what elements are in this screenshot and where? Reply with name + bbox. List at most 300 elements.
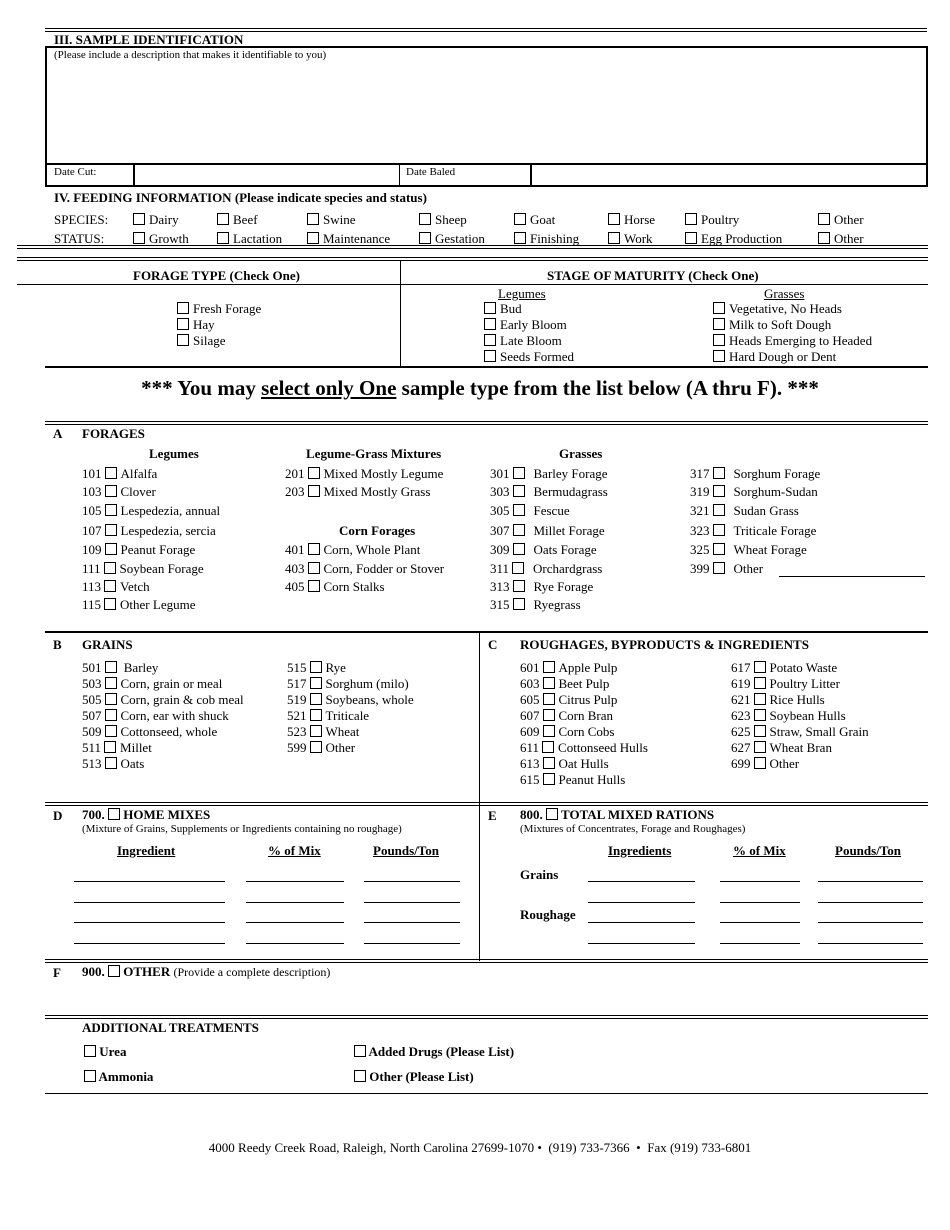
item-113-checkbox[interactable] (104, 580, 116, 592)
forage-silage[interactable] (177, 334, 226, 347)
item-label: Citrus Pulp (558, 692, 618, 707)
other-sample-checkbox[interactable] (108, 965, 120, 977)
item-611[interactable] (520, 741, 648, 754)
species-goat-label: Goat (530, 212, 556, 227)
status-work-checkbox[interactable] (608, 232, 620, 244)
item-label: Triticale Forage (733, 523, 817, 538)
maturity-grass-heads-emerging-to-headed-checkbox[interactable] (713, 334, 725, 346)
item-399-checkbox[interactable] (713, 562, 725, 574)
item-113[interactable] (82, 580, 150, 593)
status-egg-production[interactable] (685, 232, 782, 245)
footer-address: 4000 Reedy Creek Road, Raleigh, North Carolina 27699-1070 (208, 1140, 535, 1155)
item-label: Millet Forage (533, 523, 605, 538)
maturity-legumes-head: Legumes (498, 286, 546, 301)
item-313[interactable] (490, 580, 593, 593)
item-label: Oat Hulls (558, 756, 609, 771)
status-label: STATUS: (54, 231, 105, 246)
item-111-checkbox[interactable] (104, 562, 116, 574)
e-ingredient-line-3[interactable] (588, 922, 695, 923)
maturity-legume-early-bloom-checkbox[interactable] (484, 318, 496, 330)
item-521-checkbox[interactable] (310, 709, 322, 721)
item-code: 317 (690, 466, 710, 481)
forage-hay-checkbox[interactable] (177, 318, 189, 330)
added-drugs-checkbox[interactable] (354, 1045, 366, 1057)
item-code: 599 (287, 740, 307, 755)
item-621-checkbox[interactable] (754, 693, 766, 705)
species-goat-checkbox[interactable] (514, 213, 526, 225)
item-code: 501 (82, 660, 102, 675)
item-519[interactable] (287, 693, 414, 706)
item-label: Alfalfa (120, 466, 158, 481)
status-gestation[interactable] (419, 232, 485, 245)
item-611-checkbox[interactable] (542, 741, 554, 753)
forage-fresh-forage[interactable] (177, 302, 261, 315)
top-rule (45, 28, 927, 29)
item-507-checkbox[interactable] (105, 709, 117, 721)
maturity-legume-seeds-formed-checkbox[interactable] (484, 350, 496, 362)
item-103[interactable] (82, 485, 156, 498)
forage-bottom-rule (45, 366, 928, 368)
item-305-checkbox[interactable] (513, 504, 525, 516)
status-other-2-checkbox[interactable] (818, 232, 830, 244)
item-105-checkbox[interactable] (105, 504, 117, 516)
maturity-legume-early-bloom[interactable] (484, 318, 567, 331)
date-baled-field[interactable] (532, 165, 926, 185)
item-513[interactable] (82, 757, 144, 770)
status-other-2[interactable] (818, 232, 864, 245)
status-gestation-checkbox[interactable] (419, 232, 431, 244)
item-313-checkbox[interactable] (513, 580, 525, 592)
item-307[interactable] (490, 524, 605, 537)
item-301-checkbox[interactable] (513, 467, 525, 479)
status-egg-production-label: Egg Production (701, 231, 783, 246)
item-201[interactable] (285, 467, 443, 480)
item-code: 517 (287, 676, 307, 691)
species-poultry[interactable] (685, 213, 739, 226)
other-treatment-checkbox[interactable] (354, 1070, 366, 1082)
d-lbs-line-4[interactable] (364, 943, 460, 944)
maturity-grass-milk-to-soft-dough[interactable] (713, 318, 831, 331)
status-gestation-label: Gestation (435, 231, 485, 246)
d-pct-line-4[interactable] (246, 943, 344, 944)
item-315[interactable] (490, 598, 581, 611)
item-599-checkbox[interactable] (310, 741, 322, 753)
item-613-checkbox[interactable] (543, 757, 555, 769)
species-other-checkbox[interactable] (818, 213, 830, 225)
species-swine-checkbox[interactable] (307, 213, 319, 225)
maturity-legume-bud[interactable] (484, 302, 522, 315)
item-515[interactable] (287, 661, 346, 674)
item-code: 113 (82, 579, 102, 594)
item-code: 521 (287, 708, 307, 723)
item-code: 605 (520, 692, 540, 707)
d-ingredient-line-1[interactable] (74, 881, 225, 882)
item-107[interactable] (82, 524, 216, 537)
item-615[interactable] (520, 773, 625, 786)
item-615-checkbox[interactable] (543, 773, 555, 785)
item-323-checkbox[interactable] (713, 524, 725, 536)
e-pct-line-4[interactable] (720, 943, 800, 944)
item-111[interactable] (82, 562, 204, 575)
item-code: 109 (82, 542, 102, 557)
item-code: 617 (731, 660, 751, 675)
item-699[interactable] (731, 757, 799, 770)
maturity-grasses-head: Grasses (764, 286, 805, 301)
item-621[interactable] (731, 693, 825, 706)
item-405-checkbox[interactable] (308, 580, 320, 592)
item-399[interactable] (690, 562, 763, 575)
item-609-checkbox[interactable] (543, 725, 555, 737)
item-label: Triticale (325, 708, 370, 723)
item-617[interactable] (731, 661, 837, 674)
section-a-top-rule (45, 421, 928, 425)
e-lbs-line-1[interactable] (818, 881, 923, 882)
species-beef[interactable] (217, 213, 258, 226)
status-lactation-checkbox[interactable] (217, 232, 229, 244)
item-517-checkbox[interactable] (310, 677, 322, 689)
status-maintenance-checkbox[interactable] (307, 232, 319, 244)
item-403-checkbox[interactable] (308, 562, 320, 574)
e-lbs-line-2[interactable] (818, 902, 923, 903)
item-115-checkbox[interactable] (104, 598, 116, 610)
item-619-checkbox[interactable] (754, 677, 766, 689)
item-325-checkbox[interactable] (713, 543, 725, 555)
item-label: Barley Forage (533, 466, 608, 481)
item-321[interactable] (690, 504, 799, 517)
item-code: 611 (520, 740, 540, 755)
item-617-checkbox[interactable] (754, 661, 766, 673)
section-3-note: (Please include a description that makes it identifiable to you) (54, 49, 327, 61)
item-521[interactable] (287, 709, 369, 722)
item-505-checkbox[interactable] (105, 693, 117, 705)
item-315-checkbox[interactable] (513, 598, 525, 610)
section-f-top-rule (45, 959, 928, 963)
section-a-title: FORAGES (82, 426, 145, 441)
maturity-legume-bud-label: Bud (500, 301, 522, 316)
d-lbs-line-1[interactable] (364, 881, 460, 882)
maturity-grass-hard-dough-or-dent-checkbox[interactable] (713, 350, 725, 362)
e-pct-line-1[interactable] (720, 881, 800, 882)
item-label: Peanut Forage (120, 542, 196, 557)
d-col-ingredient: Ingredient (117, 843, 176, 858)
e-ingredient-line-1[interactable] (588, 881, 695, 882)
other-description-field[interactable] (82, 984, 922, 1014)
item-label: Sudan Grass (733, 503, 799, 518)
status-growth[interactable] (133, 232, 189, 245)
item-323[interactable] (690, 524, 816, 537)
item-code: 321 (690, 503, 710, 518)
footer: 4000 Reedy Creek Road, Raleigh, North Carolina 27699-1070 • (919) 733-7366 • Fax (919) 733-6801 (208, 1140, 752, 1155)
forage-hay-label: Hay (193, 317, 215, 332)
item-319[interactable] (690, 485, 818, 498)
item-code: 505 (82, 692, 102, 707)
item-305[interactable] (490, 504, 570, 517)
item-317[interactable] (690, 467, 820, 480)
status-finishing[interactable] (514, 232, 579, 245)
item-code: 107 (82, 523, 102, 538)
e-lbs-line-4[interactable] (818, 943, 923, 944)
item-code: 115 (82, 597, 102, 612)
urea-checkbox[interactable] (84, 1045, 96, 1057)
treatment-ammonia[interactable]: Ammonia (84, 1070, 153, 1083)
species-horse-checkbox[interactable] (608, 213, 620, 225)
item-label: Corn, Whole Plant (323, 542, 421, 557)
status-growth-label: Growth (149, 231, 189, 246)
item-code: 323 (690, 523, 710, 538)
item-325[interactable] (690, 543, 807, 556)
date-baled-label: Date Baled (406, 166, 456, 178)
item-101[interactable] (82, 467, 157, 480)
item-507[interactable] (82, 709, 229, 722)
item-511[interactable] (82, 741, 152, 754)
item-label: Bermudagrass (533, 484, 608, 499)
item-code: 619 (731, 676, 751, 691)
item-label: Straw, Small Grain (769, 724, 869, 739)
maturity-grass-hard-dough-or-dent-label: Hard Dough or Dent (729, 349, 837, 364)
maturity-grass-vegetative-no-heads-label: Vegetative, No Heads (729, 301, 842, 316)
item-619[interactable] (731, 677, 840, 690)
e-ingredient-line-2[interactable] (588, 902, 695, 903)
item-code: 301 (490, 466, 510, 481)
maturity-grass-vegetative-no-heads-checkbox[interactable] (713, 302, 725, 314)
species-beef-checkbox[interactable] (217, 213, 229, 225)
item-307-checkbox[interactable] (513, 524, 525, 536)
date-cut-field[interactable] (135, 165, 399, 185)
item-309-checkbox[interactable] (513, 543, 525, 555)
item-505[interactable] (82, 693, 244, 706)
species-swine[interactable] (307, 213, 356, 226)
item-321-checkbox[interactable] (713, 504, 725, 516)
item-code: 399 (690, 561, 710, 576)
item-label: Orchardgrass (533, 561, 603, 576)
status-finishing-checkbox[interactable] (514, 232, 526, 244)
item-523-checkbox[interactable] (310, 725, 322, 737)
treatment-other[interactable]: Other (Please List) (354, 1070, 474, 1083)
item-label: Wheat Bran (769, 740, 832, 755)
item-103-checkbox[interactable] (105, 485, 117, 497)
treatment-drugs[interactable]: Added Drugs (Please List) (354, 1045, 514, 1058)
maturity-grass-vegetative-no-heads[interactable] (713, 302, 842, 315)
item-627-checkbox[interactable] (754, 741, 766, 753)
d-lbs-line-3[interactable] (364, 922, 460, 923)
item-109[interactable] (82, 543, 195, 556)
treatments-title: ADDITIONAL TREATMENTS (82, 1020, 259, 1035)
item-317-checkbox[interactable] (713, 467, 725, 479)
item-code: 503 (82, 676, 102, 691)
maturity-grass-hard-dough-or-dent[interactable] (713, 350, 836, 363)
item-519-checkbox[interactable] (310, 693, 322, 705)
e-ingredient-line-4[interactable] (588, 943, 695, 944)
home-mixes-checkbox[interactable] (108, 808, 120, 820)
item-label: Corn, grain & cob meal (120, 692, 244, 707)
forage-fresh-forage-checkbox[interactable] (177, 302, 189, 314)
item-515-checkbox[interactable] (310, 661, 322, 673)
item-405[interactable] (285, 580, 385, 593)
item-label: Cottonseed Hulls (558, 740, 648, 755)
e-lbs-line-3[interactable] (818, 922, 923, 923)
section-4-title: IV. FEEDING INFORMATION (Please indicate species and status) (54, 190, 427, 205)
item-605[interactable] (520, 693, 617, 706)
item-201-checkbox[interactable] (308, 467, 320, 479)
item-105[interactable] (82, 504, 220, 517)
forage-silage-checkbox[interactable] (177, 334, 189, 346)
item-311[interactable] (490, 562, 602, 575)
item-509[interactable] (82, 725, 217, 738)
species-sheep-checkbox[interactable] (419, 213, 431, 225)
item-code: 105 (82, 503, 102, 518)
a-other-blank[interactable] (779, 576, 925, 577)
status-lactation[interactable] (217, 232, 282, 245)
species-sheep[interactable] (419, 213, 467, 226)
item-101-checkbox[interactable] (105, 467, 117, 479)
item-label: Sorghum (milo) (325, 676, 409, 691)
status-maintenance[interactable] (307, 232, 390, 245)
ammonia-checkbox[interactable] (84, 1070, 96, 1082)
d-ingredient-line-4[interactable] (74, 943, 225, 944)
species-goat[interactable] (514, 213, 555, 226)
total-mixed-checkbox[interactable] (546, 808, 558, 820)
item-label: Soybean Forage (119, 561, 204, 576)
e-pct-line-3[interactable] (720, 922, 800, 923)
item-403[interactable] (285, 562, 444, 575)
item-label: Rice Hulls (769, 692, 825, 707)
status-work-label: Work (624, 231, 653, 246)
section-b-letter: B (53, 637, 62, 652)
item-509-checkbox[interactable] (105, 725, 117, 737)
d-ingredient-line-3[interactable] (74, 922, 225, 923)
item-623[interactable] (731, 709, 846, 722)
item-401-checkbox[interactable] (308, 543, 320, 555)
item-code: 405 (285, 579, 305, 594)
section-f-heading: 900. OTHER (Provide a complete description) (82, 964, 331, 979)
status-egg-production-checkbox[interactable] (685, 232, 697, 244)
forage-header-rule (17, 284, 928, 285)
item-599[interactable] (287, 741, 355, 754)
item-303[interactable] (490, 485, 608, 498)
e-col-pct: % of Mix (733, 843, 786, 858)
maturity-legume-seeds-formed-label: Seeds Formed (500, 349, 575, 364)
maturity-grass-heads-emerging-to-headed-label: Heads Emerging to Headed (729, 333, 873, 348)
item-303-checkbox[interactable] (513, 485, 525, 497)
item-601-checkbox[interactable] (543, 661, 555, 673)
section-e-note: (Mixtures of Concentrates, Forage and Roughages) (520, 823, 746, 835)
e-pct-line-2[interactable] (720, 902, 800, 903)
item-511-checkbox[interactable] (104, 741, 116, 753)
section-4-bottom-rule (17, 245, 928, 249)
item-601[interactable] (520, 661, 617, 674)
item-503[interactable] (82, 677, 222, 690)
item-109-checkbox[interactable] (105, 543, 117, 555)
maturity-legume-late-bloom-checkbox[interactable] (484, 334, 496, 346)
d-ingredient-line-2[interactable] (74, 902, 225, 903)
item-label: Fescue (533, 503, 570, 518)
item-label: Soybeans, whole (325, 692, 414, 707)
d-col-lbs: Pounds/Ton (373, 843, 440, 858)
item-613[interactable] (520, 757, 609, 770)
maturity-legume-late-bloom[interactable] (484, 334, 562, 347)
item-605-checkbox[interactable] (543, 693, 555, 705)
item-503-checkbox[interactable] (105, 677, 117, 689)
item-603[interactable] (520, 677, 609, 690)
status-growth-checkbox[interactable] (133, 232, 145, 244)
item-309[interactable] (490, 543, 597, 556)
item-607-checkbox[interactable] (543, 709, 555, 721)
item-label: Corn Bran (558, 708, 614, 723)
item-label: Lespedezia, annual (120, 503, 221, 518)
item-501[interactable] (82, 661, 158, 674)
item-609[interactable] (520, 725, 614, 738)
item-label: Wheat (325, 724, 360, 739)
item-code: 699 (731, 756, 751, 771)
item-627[interactable] (731, 741, 832, 754)
item-code: 303 (490, 484, 510, 499)
item-203[interactable] (285, 485, 430, 498)
a-legumes-head: Legumes (149, 446, 199, 461)
item-203-checkbox[interactable] (308, 485, 320, 497)
item-301[interactable] (490, 467, 608, 480)
item-625[interactable] (731, 725, 869, 738)
item-code: 609 (520, 724, 540, 739)
a-grasses-head: Grasses (559, 446, 603, 461)
d-pct-line-2[interactable] (246, 902, 344, 903)
item-699-checkbox[interactable] (754, 757, 766, 769)
species-dairy-checkbox[interactable] (133, 213, 145, 225)
item-517[interactable] (287, 677, 409, 690)
species-horse[interactable] (608, 213, 655, 226)
item-107-checkbox[interactable] (105, 524, 117, 536)
species-dairy[interactable] (133, 213, 179, 226)
status-work[interactable] (608, 232, 653, 245)
treatments-top-rule (45, 1015, 928, 1019)
item-319-checkbox[interactable] (713, 485, 725, 497)
item-607[interactable] (520, 709, 613, 722)
section-e-heading: 800. TOTAL MIXED RATIONS (520, 807, 715, 822)
item-code: 615 (520, 772, 540, 787)
item-401[interactable] (285, 543, 420, 556)
item-code: 309 (490, 542, 510, 557)
item-523[interactable] (287, 725, 359, 738)
maturity-grass-heads-emerging-to-headed[interactable] (713, 334, 872, 347)
item-625-checkbox[interactable] (754, 725, 766, 737)
d-pct-line-1[interactable] (246, 881, 344, 882)
maturity-grass-milk-to-soft-dough-label: Milk to Soft Dough (729, 317, 832, 332)
forage-hay[interactable] (177, 318, 215, 331)
date-divider-2 (399, 163, 400, 187)
treatment-urea[interactable]: Urea (84, 1045, 126, 1058)
item-code: 607 (520, 708, 540, 723)
d-col-pct: % of Mix (268, 843, 321, 858)
item-623-checkbox[interactable] (754, 709, 766, 721)
d-pct-line-3[interactable] (246, 922, 344, 923)
item-code: 603 (520, 676, 540, 691)
species-poultry-checkbox[interactable] (685, 213, 697, 225)
species-other[interactable] (818, 213, 864, 226)
item-603-checkbox[interactable] (543, 677, 555, 689)
maturity-legume-early-bloom-label: Early Bloom (500, 317, 567, 332)
item-311-checkbox[interactable] (512, 562, 524, 574)
maturity-legume-bud-checkbox[interactable] (484, 302, 496, 314)
item-code: 311 (490, 561, 510, 576)
status-lactation-label: Lactation (233, 231, 283, 246)
maturity-legume-seeds-formed[interactable] (484, 350, 574, 363)
section-3-title: III. SAMPLE IDENTIFICATION (54, 32, 244, 47)
item-513-checkbox[interactable] (105, 757, 117, 769)
item-115[interactable] (82, 598, 195, 611)
maturity-grass-milk-to-soft-dough-checkbox[interactable] (713, 318, 725, 330)
item-501-checkbox[interactable] (105, 661, 117, 673)
item-code: 625 (731, 724, 751, 739)
d-lbs-line-2[interactable] (364, 902, 460, 903)
